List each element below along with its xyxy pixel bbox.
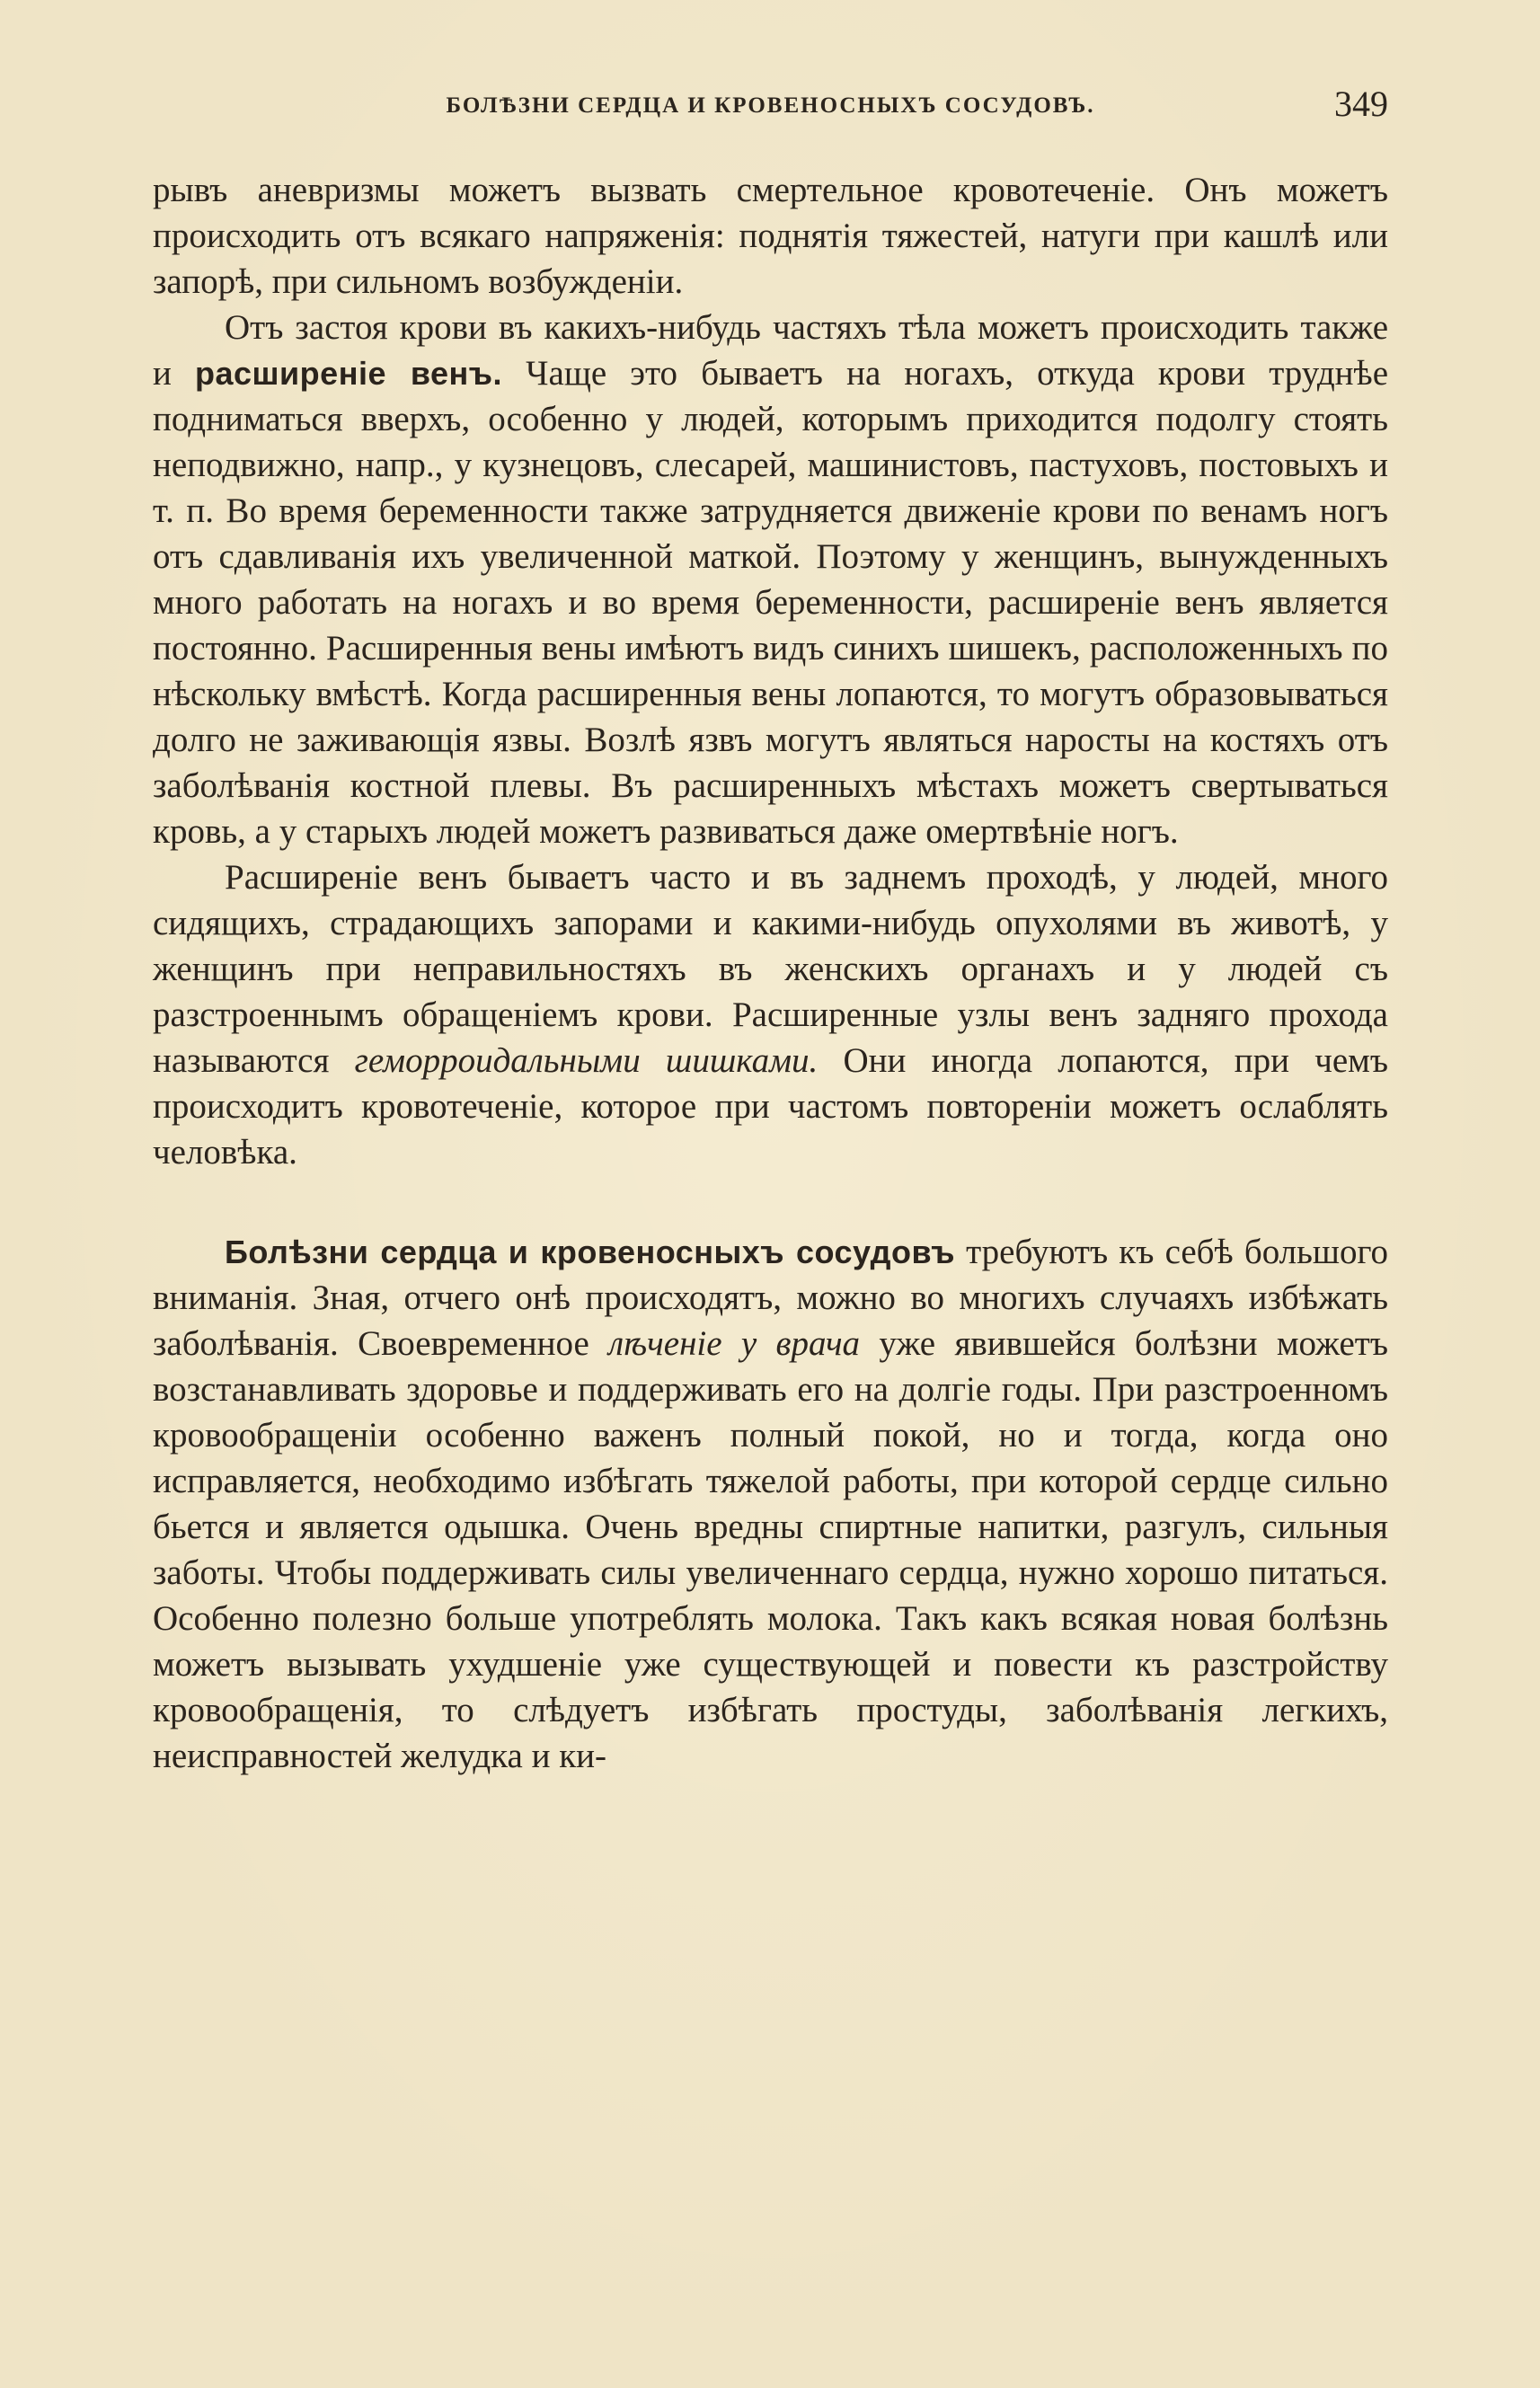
section-break [153,1175,1388,1229]
paragraph-2-text: Чаще это бываетъ на ногахъ, откуда крови труднѣе подниматься вверхъ, особенно у людей, которымъ приходится подолгу стоять неподвижно, напр., у кузнецовъ, слесарей, машинистовъ, пастуховъ, постовыхъ и т. п. Во время беременности также затрудняется движеніе крови по венамъ ногъ отъ сдавливанія ихъ увеличенной маткой. Поэтому у женщинъ, вынужденныхъ много работать на ногахъ и во время беременности, расширеніе венъ является постоянно. Расширенныя вены имѣютъ видъ синихъ шишекъ, расположенныхъ по нѣскольку вмѣстѣ. Когда расширенныя вены лопаются, то могутъ образовываться долго не заживающія язвы. Возлѣ язвъ могутъ являться наросты на костяхъ отъ заболѣванія костной плевы. Въ расширенныхъ мѣстахъ можетъ свертываться кровь, а у старыхъ людей можетъ развиваться даже омертвѣніе ногъ. [153,354,1389,851]
term-heart-diseases: Болѣзни сердца и кровеносныхъ сосудовъ [225,1234,955,1270]
term-doctor-treatment: лѣченіе у врача [608,1324,861,1363]
paragraph-3-lead: Расширеніе венъ бываетъ часто и въ заднемъ проходѣ, у людей, много сидящихъ, страдающихъ запорами и какими-нибудь опухолями въ животѣ, у женщинъ при неправильностяхъ въ женскихъ органахъ и у людей съ разстроеннымъ обращеніемъ крови. Расширенные узлы венъ задняго прохода называются [153,858,1388,1080]
running-title: БОЛѢЗНИ СЕРДЦА И КРОВЕНОСНЫХЪ СОСУДОВЪ. [446,93,1095,118]
term-vein-dilation: расширеніе венъ. [195,355,503,392]
paragraph-2-lead: Отъ застоя крови въ какихъ-нибудь частяхъ тѣла можетъ происходить также и [153,308,1388,393]
paragraph-2 [153,305,1388,854]
paragraph-1 [153,167,1388,305]
running-head [153,83,1388,128]
paragraph-4 [153,1229,1388,1779]
paragraph-4-text: уже явившейся болѣзни можетъ возстанавливать здоровье и поддерживать его на долгіе годы. При разстроенномъ кровообращеніи особенно важенъ полный покой, но и тогда, когда оно исправляется, необходимо избѣгать тяжелой работы, при которой сердце сильно бьется и является одышка. Очень вредны спиртные напитки, разгулъ, сильныя заботы. Чтобы поддерживать силы увеличеннаго сердца, нужно хорошо питаться. Особенно полезно больше употреблять молока. Такъ какъ всякая новая болѣзнь можетъ вызывать ухудшеніе уже существующей и повести къ разстройству кровообращенія, то слѣдуетъ избѣгать простуды, заболѣванія легкихъ, неисправностей желудка и ки- [153,1324,1388,1775]
paragraph-3 [153,854,1388,1175]
page-number: 349 [1334,84,1388,124]
paragraph-1-text: рывъ аневризмы можетъ вызвать смертельное кровотеченіе. Онъ можетъ происходить отъ всякаго напряженія: поднятія тяжестей, натуги при кашлѣ или запорѣ, при сильномъ возбужденіи. [153,171,1388,301]
paragraph-4-lead: требуютъ къ себѣ большого вниманія. Зная, отчего онѣ происходятъ, можно во многихъ случаяхъ избѣжать заболѣванія. Своевременное [153,1233,1388,1363]
paragraph-3-text: Они иногда лопаются, при чемъ происходитъ кровотеченіе, которое при частомъ повтореніи можетъ ослаблять человѣка. [153,1041,1388,1172]
term-hemorrhoids: геморроидальными шишками. [354,1041,819,1080]
body-text [153,167,1388,1779]
